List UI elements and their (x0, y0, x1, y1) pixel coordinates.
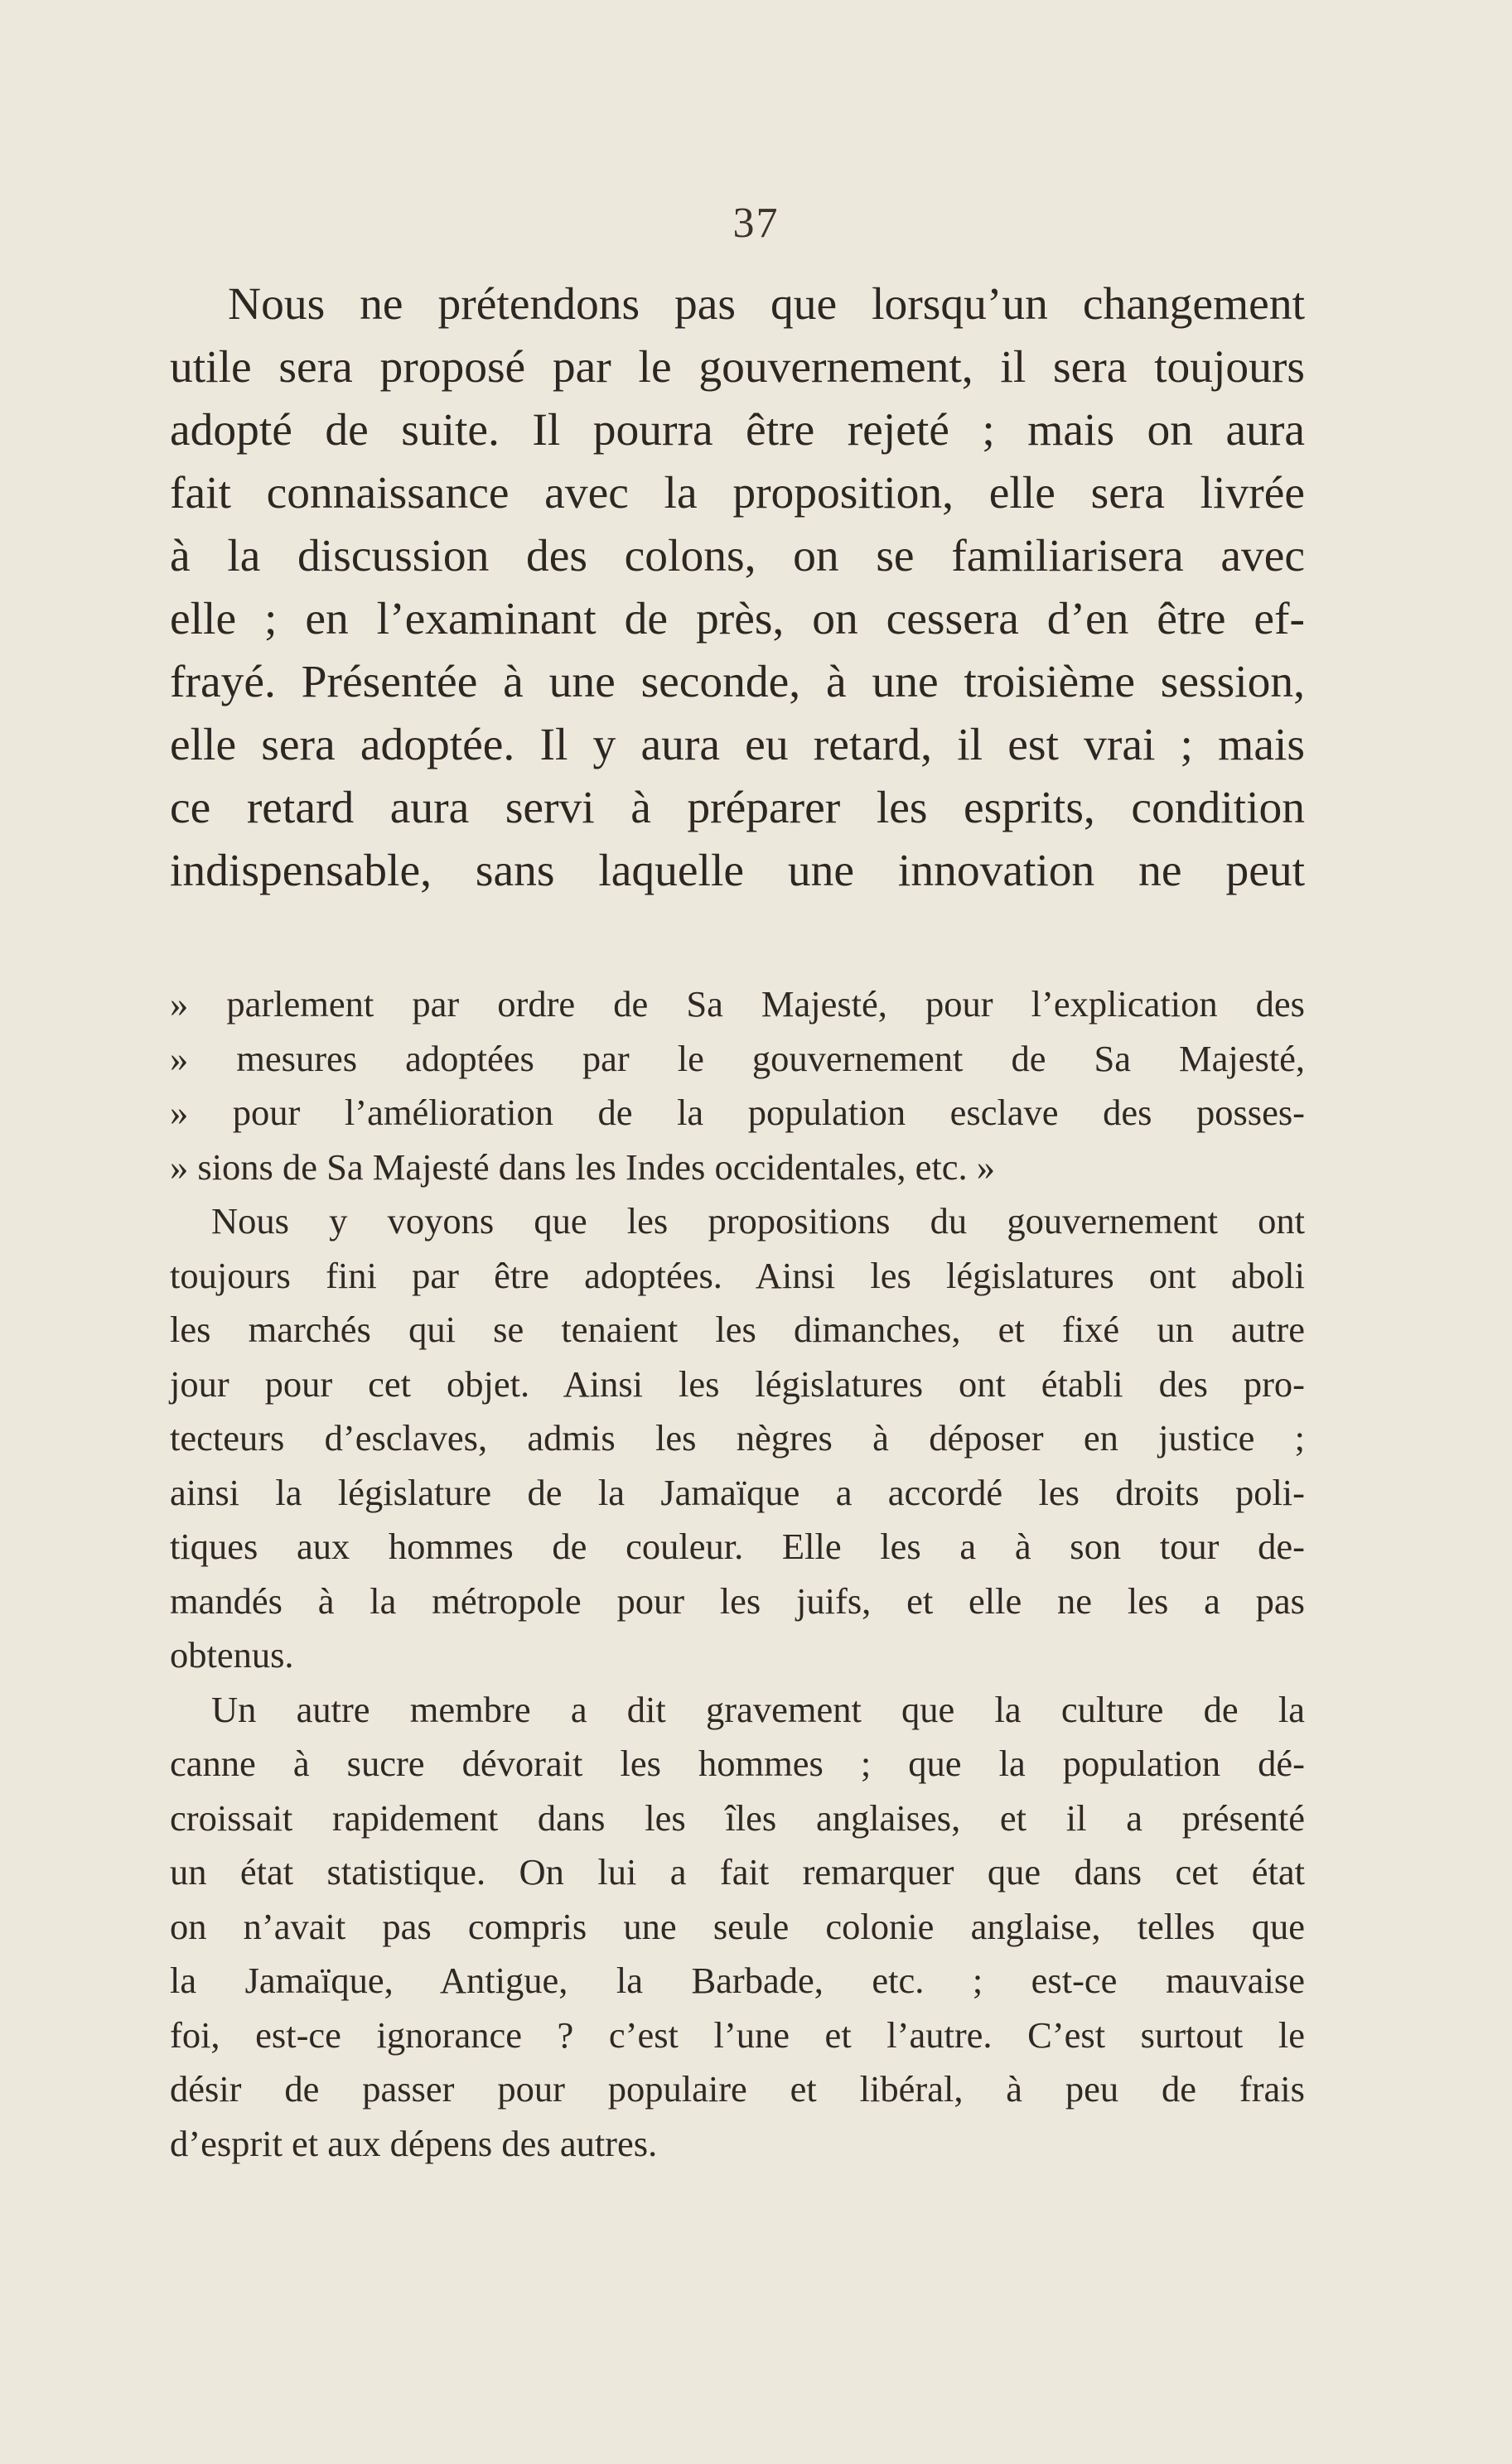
text-line: ce retard aura servi à préparer les esprits, condition (170, 783, 1305, 833)
text-line: fait connaissance avec la proposition, elle sera livrée (170, 468, 1305, 518)
text-line: Nous y voyons que les propositions du gouvernement ont (211, 1200, 1305, 1242)
quote-line: » parlement par ordre de Sa Majesté, pour l’explication des (170, 983, 1305, 1025)
text-line: Un autre membre a dit gravement que la culture de la (211, 1688, 1305, 1730)
quote-line: » pour l’amélioration de la population esclave des posses- (170, 1092, 1305, 1133)
text-line: foi, est-ce ignorance ? c’est l’une et l’autre. C’est surtout le (170, 2013, 1305, 2056)
main-paragraph (170, 273, 1305, 903)
text-line: on n’avait pas compris une seule colonie anglaise, telles que (170, 1905, 1305, 1947)
text-line: ainsi la législature de la Jamaïque a accordé les droits poli- (170, 1471, 1305, 1513)
text-line: elle sera adoptée. Il y aura eu retard, il est vrai ; mais (170, 720, 1305, 770)
text-line: la Jamaïque, Antigue, la Barbade, etc. ; est-ce mauvaise (170, 1960, 1305, 2001)
text-line: les marchés qui se tenaient les dimanches, et fixé un autre (170, 1309, 1305, 1350)
text-line: toujours fini par être adoptées. Ainsi les législatures ont aboli (170, 1254, 1305, 1296)
text-line: désir de passer pour populaire et libéral, à peu de frais (170, 2068, 1305, 2110)
quote-line: » mesures adoptées par le gouvernement de Sa Majesté, (170, 1037, 1305, 1079)
text-line: mandés à la métropole pour les juifs, et elle ne les a pas (170, 1579, 1305, 1622)
text-line: à la discussion des colons, on se familiarisera avec (170, 531, 1305, 581)
text-line: obtenus. (170, 1634, 294, 1676)
text-line: tiques aux hommes de couleur. Elle les a à son tour de- (170, 1526, 1305, 1567)
note-paragraph (170, 977, 1305, 2171)
text-line: utile sera proposé par le gouvernement, il sera toujours (170, 342, 1305, 393)
text-line: un état statistique. On lui a fait remarquer que dans cet état (170, 1851, 1305, 1893)
text-line: frayé. Présentée à une seconde, à une troisième session, (170, 657, 1305, 707)
text-line: tecteurs d’esclaves, admis les nègres à déposer en justice ; (170, 1417, 1305, 1459)
text-line: Nous ne prétendons pas que lorsqu’un changement (228, 279, 1305, 330)
text-line: elle ; en l’examinant de près, on cessera d’en être ef- (170, 594, 1305, 644)
text-line: indispensable, sans laquelle une innovation ne peut (170, 846, 1305, 896)
text-line: canne à sucre dévorait les hommes ; que la population dé- (170, 1743, 1305, 1784)
text-line: d’esprit et aux dépens des autres. (170, 2122, 658, 2164)
page-number: 37 (732, 200, 780, 247)
text-line: croissait rapidement dans les îles anglaises, et il a présenté (170, 1796, 1305, 1839)
text-line: jour pour cet objet. Ainsi les législatures ont établi des pro- (170, 1362, 1305, 1405)
quote-line: » sions de Sa Majesté dans les Indes occidentales, etc. » (170, 1145, 996, 1188)
text-line: adopté de suite. Il pourra être rejeté ; mais on aura (170, 405, 1305, 456)
